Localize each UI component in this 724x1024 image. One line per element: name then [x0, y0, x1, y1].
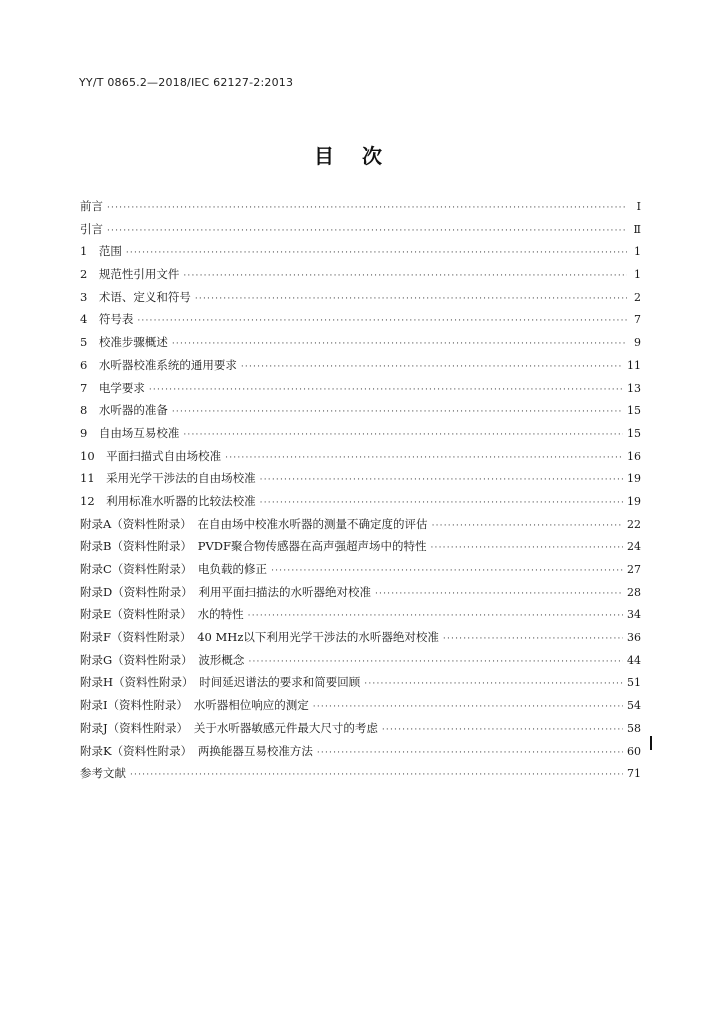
toc-entry[interactable]	[80, 470, 641, 493]
toc-entry-page-number: Ⅱ	[633, 222, 641, 236]
toc-entry[interactable]	[80, 334, 641, 357]
toc-entry[interactable]	[80, 198, 641, 221]
toc-entry-label: 12 利用标准水听器的比较法校准	[80, 493, 256, 508]
toc-entry[interactable]	[80, 606, 641, 629]
toc-entry-label: 附录B（资料性附录） PVDF聚合物传感器在高声强超声场中的特性	[80, 539, 427, 554]
toc-leader-dots	[195, 294, 627, 304]
toc-entry-label: 6 水听器校准系统的通用要求	[80, 357, 237, 372]
toc-leader-dots	[364, 679, 623, 689]
toc-leader-dots	[149, 385, 623, 395]
toc-entry-label: 附录K（资料性附录） 两换能器互易校准方法	[80, 743, 313, 758]
toc-entry[interactable]	[80, 674, 641, 697]
toc-entry-page-number: 51	[627, 676, 641, 690]
toc-entry[interactable]	[80, 629, 641, 652]
toc-leader-dots	[126, 248, 627, 258]
toc-entry-label: 附录H（资料性附录） 时间延迟谱法的要求和简要回顾	[80, 675, 361, 690]
toc-entry-page-number: 16	[627, 449, 641, 463]
toc-entry[interactable]	[80, 743, 641, 766]
toc-entry-page-number: 60	[627, 744, 641, 758]
toc-entry-label: 8 水听器的准备	[80, 403, 168, 418]
toc-entry-label: 参考文献	[80, 766, 126, 781]
toc-entry-page-number: 1	[634, 268, 641, 282]
toc-entry-page-number: 54	[627, 699, 641, 713]
toc-leader-dots	[137, 316, 627, 326]
toc-entry-label: 5 校准步骤概述	[80, 335, 168, 350]
toc-entry-label: 附录I（资料性附录） 水听器相位响应的测定	[80, 698, 309, 713]
toc-entry[interactable]	[80, 720, 641, 743]
toc-entry[interactable]	[80, 357, 641, 380]
toc-entry-page-number: Ⅰ	[636, 200, 641, 213]
toc-entry[interactable]	[80, 584, 641, 607]
toc-entry[interactable]	[80, 266, 641, 289]
toc-leader-dots	[260, 475, 623, 485]
toc-entry-page-number: 19	[627, 494, 641, 508]
toc-leader-dots	[260, 498, 623, 508]
toc-entry-label: 附录G（资料性附录） 波形概念	[80, 652, 245, 667]
toc-leader-dots	[375, 589, 623, 599]
toc-entry-page-number: 15	[627, 404, 641, 418]
toc-entry-page-number: 7	[634, 313, 641, 327]
toc-entry-page-number: 11	[627, 358, 641, 372]
toc-entry-label: 1 范围	[80, 244, 122, 259]
toc-entry-label: 9 自由场互易校准	[80, 425, 180, 440]
toc-entry-label: 11 采用光学干涉法的自由场校准	[80, 471, 256, 486]
toc-entry[interactable]	[80, 425, 641, 448]
toc-entry-page-number: 15	[627, 426, 641, 440]
toc-entry-page-number: 1	[634, 245, 641, 259]
toc-entry-label: 附录J（资料性附录） 关于水听器敏感元件最大尺寸的考虑	[80, 720, 378, 735]
toc-leader-dots	[183, 271, 627, 281]
toc-entry[interactable]	[80, 561, 641, 584]
toc-leader-dots	[241, 362, 623, 372]
toc-leader-dots	[172, 407, 623, 417]
toc-leader-dots	[248, 657, 623, 667]
toc-entry-label: 3 术语、定义和符号	[80, 289, 191, 304]
toc-leader-dots	[382, 725, 623, 735]
toc-entry-page-number: 44	[627, 653, 641, 667]
toc-entry-page-number: 2	[634, 290, 641, 304]
toc-entry[interactable]	[80, 311, 641, 334]
toc-entry-label: 前言	[80, 199, 103, 213]
toc-leader-dots	[225, 453, 623, 463]
toc-entry-page-number: 58	[627, 721, 641, 735]
toc-entry-page-number: 22	[627, 517, 641, 531]
toc-leader-dots	[130, 770, 623, 780]
toc-entry-label: 附录E（资料性附录） 水的特性	[80, 607, 244, 622]
revision-bar	[650, 736, 652, 750]
toc-entry-page-number: 24	[627, 540, 641, 554]
toc-entry-page-number: 9	[634, 336, 641, 350]
toc-entry-label: 附录C（资料性附录） 电负载的修正	[80, 562, 268, 576]
toc-leader-dots	[172, 339, 627, 349]
toc-entry[interactable]	[80, 380, 641, 403]
toc-entry-label: 10 平面扫描式自由场校准	[80, 448, 222, 463]
toc-entry[interactable]	[80, 493, 641, 516]
toc-leader-dots	[107, 203, 627, 213]
toc-entry-page-number: 28	[627, 585, 641, 599]
toc-entry-label: 引言	[80, 221, 103, 236]
toc-entry[interactable]	[80, 402, 641, 425]
toc-entry-page-number: 13	[627, 381, 641, 395]
toc-leader-dots	[183, 430, 623, 440]
toc-entry[interactable]	[80, 538, 641, 561]
toc-entry-page-number: 71	[627, 767, 641, 781]
table-of-contents	[80, 198, 641, 788]
toc-entry-label: 4 符号表	[80, 312, 134, 327]
toc-leader-dots	[248, 611, 623, 621]
toc-leader-dots	[430, 543, 623, 553]
toc-entry[interactable]	[80, 765, 641, 788]
toc-entry[interactable]	[80, 652, 641, 675]
toc-entry-page-number: 34	[627, 608, 641, 622]
toc-entry-page-number: 36	[627, 631, 641, 645]
toc-entry-page-number: 27	[627, 563, 641, 576]
toc-leader-dots	[317, 748, 623, 758]
toc-entry[interactable]	[80, 697, 641, 720]
toc-entry[interactable]	[80, 289, 641, 312]
toc-entry[interactable]	[80, 221, 641, 244]
toc-leader-dots	[271, 566, 623, 576]
toc-entry-label: 7 电学要求	[80, 380, 145, 395]
toc-entry-label: 附录F（资料性附录） 40 MHz以下利用光学干涉法的水听器绝对校准	[80, 630, 439, 645]
toc-entry-label: 2 规范性引用文件	[80, 267, 180, 282]
toc-leader-dots	[107, 226, 627, 236]
toc-leader-dots	[432, 521, 623, 531]
toc-leader-dots	[443, 634, 623, 644]
toc-entry[interactable]	[80, 448, 641, 471]
toc-entry[interactable]	[80, 516, 641, 539]
toc-entry-page-number: 19	[627, 472, 641, 486]
toc-entry-label: 附录A（资料性附录） 在自由场中校准水听器的测量不确定度的评估	[80, 516, 428, 531]
standard-number-header: YY/T 0865.2—2018/IEC 62127-2:2013	[79, 76, 294, 89]
toc-entry-label: 附录D（资料性附录） 利用平面扫描法的水听器绝对校准	[80, 584, 371, 599]
toc-entry[interactable]	[80, 243, 641, 266]
toc-leader-dots	[313, 702, 623, 712]
page-title: 目次	[314, 144, 410, 168]
